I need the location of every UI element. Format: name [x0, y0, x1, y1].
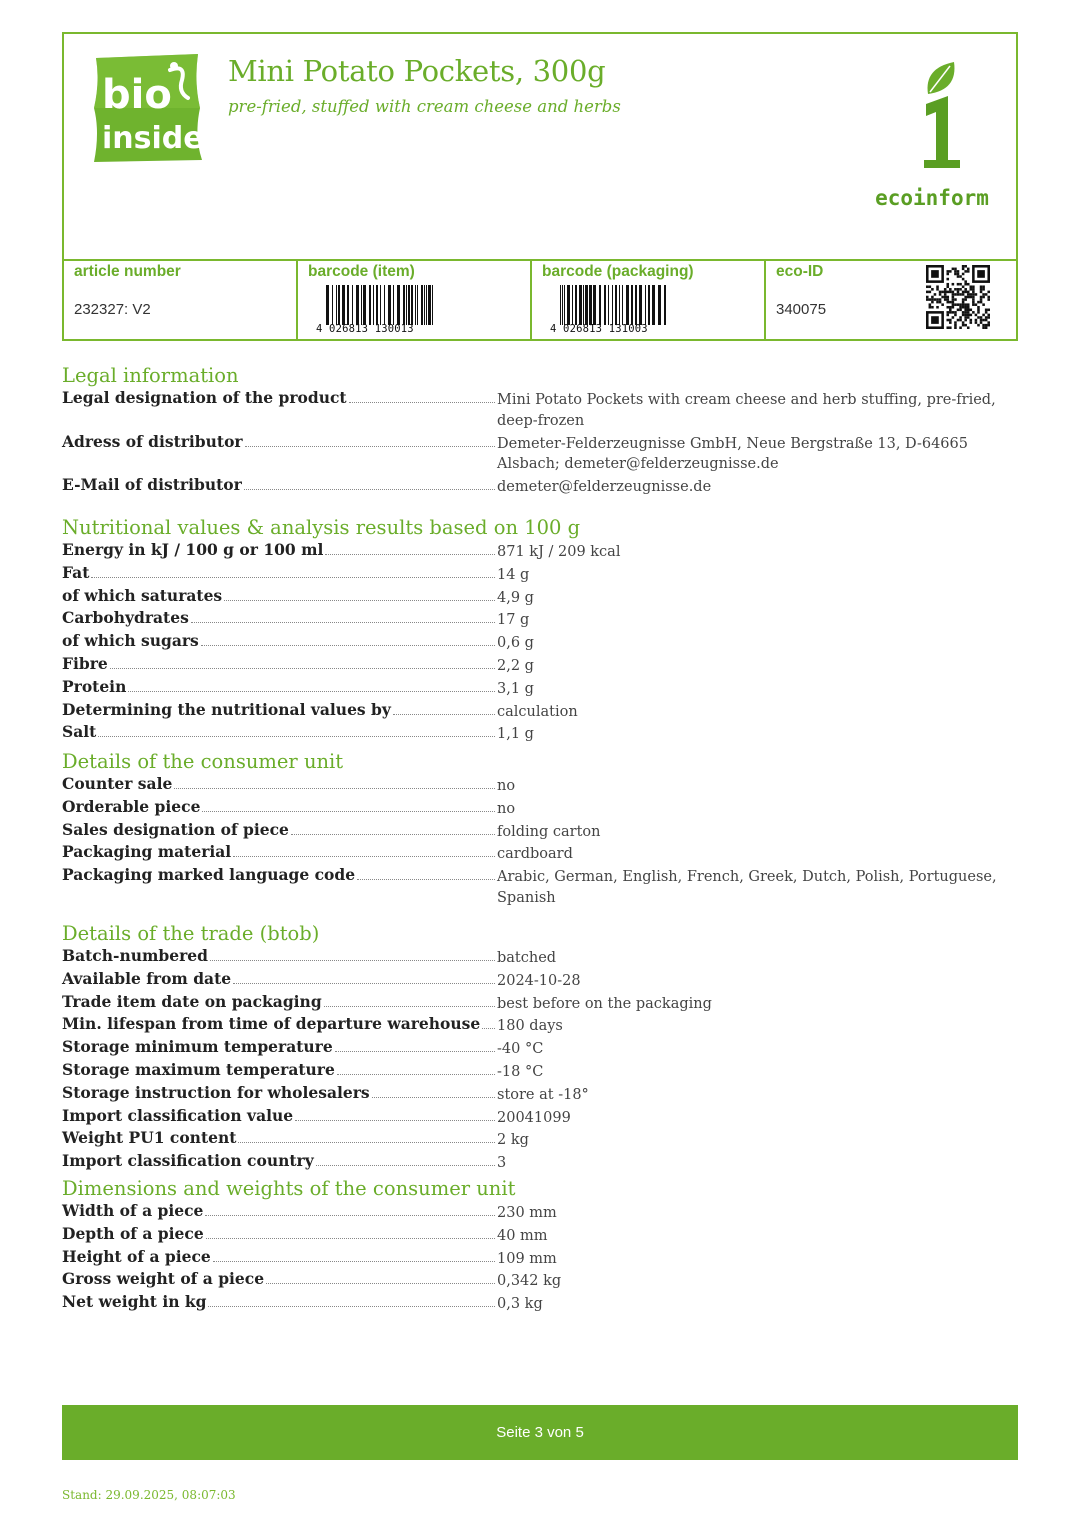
row-value: 2 kg [497, 1132, 529, 1149]
page-footer-bar: Seite 3 von 5 [62, 1405, 1018, 1460]
row-label-wrap [62, 1201, 497, 1222]
row-label: Storage instruction for wholesalers [62, 1082, 370, 1102]
dot-leader [205, 1202, 495, 1216]
row-label-wrap [62, 608, 497, 629]
dot-leader [349, 389, 495, 403]
row-value: 180 days [497, 1018, 563, 1035]
row-label: Salt [62, 722, 97, 742]
row-value: 0,342 kg [497, 1273, 562, 1290]
row-label: Trade item date on packaging [62, 991, 322, 1011]
row-label-wrap [62, 677, 497, 698]
data-row [62, 1060, 1018, 1083]
row-label: Packaging material [62, 842, 232, 862]
row-label: Width of a piece [62, 1201, 204, 1220]
section-title: Nutritional values & analysis results based on 100 g [62, 516, 581, 539]
row-label: Legal designation of the product [62, 388, 347, 407]
inside-word: inside [102, 121, 204, 156]
row-value: 17 g [497, 612, 530, 629]
row-label: Fibre [62, 653, 108, 673]
dot-leader [208, 1293, 495, 1307]
product-header-frame [62, 32, 1018, 341]
row-label-wrap [62, 1151, 497, 1172]
row-label-wrap [62, 1083, 497, 1104]
barcode-bar [433, 285, 434, 325]
data-row [62, 722, 1018, 745]
dot-leader [244, 476, 495, 490]
dot-leader [316, 1152, 495, 1166]
row-value: 230 mm [497, 1205, 557, 1221]
row-label-wrap [62, 842, 497, 863]
barcode-item-cell [298, 261, 532, 339]
row-label: of which sugars [62, 631, 199, 651]
data-row [62, 388, 1018, 432]
row-label-wrap [62, 1128, 497, 1149]
product-subtitle: pre-fried, stuffed with cream cheese and herbs [228, 97, 621, 116]
row-value: 2024-10-28 [497, 972, 581, 989]
data-row [62, 865, 1018, 909]
data-row [62, 586, 1018, 609]
row-label-wrap [62, 992, 497, 1013]
dot-leader [91, 564, 495, 578]
dot-leader [233, 970, 495, 984]
data-row [62, 1201, 1018, 1224]
row-label-wrap [62, 540, 497, 561]
dot-leader [128, 678, 495, 692]
dot-leader [213, 1248, 495, 1262]
row-value: 40 mm [497, 1227, 548, 1244]
data-row [62, 1083, 1018, 1106]
section-2 [62, 750, 1018, 909]
row-value: 2,2 g [497, 657, 534, 674]
row-label-wrap [62, 432, 497, 453]
eco-id-cell [766, 261, 1016, 339]
eco-id-label: eco-ID [776, 263, 824, 280]
row-label: Storage maximum temperature [62, 1059, 335, 1079]
row-label-wrap [62, 722, 497, 743]
data-row [62, 1224, 1018, 1247]
data-row [62, 1037, 1018, 1060]
row-value: 871 kJ / 209 kcal [497, 544, 621, 560]
section-1 [62, 516, 1018, 745]
barcode-packaging-label: barcode (packaging) [542, 263, 694, 280]
data-row [62, 992, 1018, 1015]
row-label-wrap [62, 1269, 497, 1290]
row-label-wrap [62, 969, 497, 990]
row-value: batched [497, 950, 557, 966]
row-label-wrap [62, 700, 497, 721]
ecoinform-text: ecoinform [875, 186, 989, 210]
row-label-wrap [62, 631, 497, 652]
dot-leader [210, 947, 495, 961]
row-value: folding carton [497, 823, 601, 840]
barcode-item-bars [326, 285, 434, 325]
data-row [62, 1292, 1018, 1315]
dot-leader [201, 632, 495, 646]
data-row [62, 608, 1018, 631]
section-3 [62, 922, 1018, 1174]
dot-leader [206, 1225, 495, 1239]
dot-leader [110, 655, 495, 669]
data-row [62, 774, 1018, 797]
dot-leader [295, 1107, 495, 1121]
section-title: Legal information [62, 364, 239, 387]
data-row [62, 677, 1018, 700]
row-label: Min. lifespan from time of departure warehouse [62, 1014, 481, 1034]
data-row [62, 842, 1018, 865]
barcode-packaging-bars [560, 285, 668, 325]
row-label: Carbohydrates [62, 608, 189, 628]
row-value: 1,1 g [497, 726, 534, 743]
row-value: calculation [497, 703, 578, 720]
dot-leader [233, 843, 495, 857]
row-label-wrap [62, 1037, 497, 1058]
row-value: best before on the packaging [497, 995, 712, 1012]
row-value: no [497, 800, 516, 817]
dot-leader [325, 541, 495, 555]
dot-leader [174, 775, 495, 789]
row-label: Energy in kJ / 100 g or 100 ml [62, 540, 324, 559]
row-label: Determining the nutritional values by [62, 699, 391, 719]
row-value: -18 °C [497, 1063, 544, 1080]
row-label: Gross weight of a piece [62, 1269, 265, 1289]
row-value: cardboard [497, 846, 573, 863]
data-row [62, 432, 1018, 476]
article-number-label: article number [74, 263, 181, 280]
row-label: Net weight in kg [62, 1292, 207, 1312]
product-title: Mini Potato Pockets, 300g [228, 54, 606, 88]
data-row [62, 1014, 1018, 1037]
row-label-wrap [62, 797, 497, 818]
row-label-wrap [62, 563, 497, 584]
row-label-wrap [62, 1247, 497, 1268]
row-value: -40 °C [497, 1041, 544, 1058]
dot-leader [372, 1084, 495, 1098]
dot-leader [324, 993, 495, 1007]
row-value: store at -18° [497, 1086, 589, 1103]
row-value: Arabic, German, English, French, Greek, Dutch, Polish, Portuguese, Spanish [497, 869, 997, 906]
row-value: 0,6 g [497, 635, 534, 652]
dot-leader [482, 1015, 495, 1029]
barcode-packaging-cell [532, 261, 766, 339]
barcode-packaging-digits: 4 026813 131003 [550, 323, 648, 335]
section-title: Dimensions and weights of the consumer unit [62, 1177, 516, 1200]
dot-leader [291, 821, 495, 835]
row-label-wrap [62, 586, 497, 607]
row-label-wrap [62, 946, 497, 967]
row-label: Counter sale [62, 774, 173, 793]
row-value: no [497, 778, 516, 794]
dot-leader [335, 1038, 495, 1052]
row-label: Import classification value [62, 1105, 294, 1125]
data-row [62, 631, 1018, 654]
row-label-wrap [62, 1060, 497, 1081]
article-number-value: 232327: V2 [74, 301, 151, 318]
row-value: 4,9 g [497, 589, 534, 606]
row-label-wrap [62, 774, 497, 795]
row-label-wrap [62, 654, 497, 675]
data-row [62, 1151, 1018, 1174]
row-label: Weight PU1 content [62, 1128, 237, 1148]
data-row [62, 1269, 1018, 1292]
dot-leader [245, 433, 495, 447]
dot-leader [98, 723, 495, 737]
article-number-cell [64, 261, 298, 339]
barcode-item-label: barcode (item) [308, 263, 415, 280]
row-label: Packaging marked language code [62, 865, 356, 885]
row-label-wrap [62, 820, 497, 841]
ecoinform-logo [866, 60, 998, 210]
section-0 [62, 364, 1018, 498]
row-label: Storage minimum temperature [62, 1037, 333, 1057]
data-row [62, 1247, 1018, 1270]
barcode-item-digits: 4 026813 130013 [316, 323, 414, 335]
section-title: Details of the trade (btob) [62, 922, 320, 945]
row-label: Orderable piece [62, 796, 201, 816]
row-value: demeter@felderzeugnisse.de [497, 479, 712, 496]
data-row [62, 654, 1018, 677]
row-label: Adress of distributor [62, 431, 243, 451]
bio-inside-logo [90, 52, 206, 164]
row-value: 20041099 [497, 1109, 571, 1126]
qr-code-icon[interactable] [926, 265, 990, 329]
data-row [62, 700, 1018, 723]
row-label: E-Mail of distributor [62, 475, 242, 495]
barcode-bar [666, 285, 668, 325]
row-value: 3 [497, 1155, 507, 1172]
dot-leader [393, 701, 495, 715]
data-row [62, 946, 1018, 969]
ecoinform-leaf-one-icon [866, 60, 998, 180]
timestamp: Stand: 29.09.2025, 08:07:03 [62, 1488, 236, 1502]
row-label: of which saturates [62, 585, 223, 605]
row-label-wrap [62, 475, 497, 496]
dot-leader [266, 1270, 495, 1284]
section-title: Details of the consumer unit [62, 750, 344, 773]
row-label-wrap [62, 1014, 497, 1035]
barcode-item [316, 285, 436, 335]
barcode-packaging [550, 285, 670, 335]
data-row [62, 540, 1018, 563]
row-label: Fat [62, 562, 90, 582]
row-label: Import classification country [62, 1151, 314, 1171]
row-label-wrap [62, 1224, 497, 1245]
dot-leader [224, 587, 495, 601]
data-row [62, 820, 1018, 843]
data-row [62, 563, 1018, 586]
row-value: 0,3 kg [497, 1296, 543, 1313]
data-row [62, 969, 1018, 992]
dot-leader [357, 866, 495, 880]
dot-leader [337, 1061, 495, 1075]
dot-leader [202, 798, 495, 812]
row-label: Protein [62, 676, 127, 696]
row-value: Mini Potato Pockets with cream cheese and herb stuffing, pre-fried, deep-frozen [497, 392, 996, 429]
section-4 [62, 1177, 1018, 1315]
row-label: Available from date [62, 968, 232, 988]
row-label: Height of a piece [62, 1246, 211, 1266]
row-label: Sales designation of piece [62, 819, 289, 839]
row-label-wrap [62, 1292, 497, 1313]
row-label: Batch-numbered [62, 946, 208, 965]
data-row [62, 1128, 1018, 1151]
bio-word: bio [102, 72, 172, 118]
data-row [62, 1106, 1018, 1129]
data-row [62, 797, 1018, 820]
identifier-table [64, 261, 1016, 339]
eco-id-value: 340075 [776, 301, 827, 318]
dot-leader [191, 609, 495, 623]
row-label-wrap [62, 865, 497, 886]
row-label: Depth of a piece [62, 1223, 204, 1243]
row-label-wrap [62, 1106, 497, 1127]
row-value: 14 g [497, 566, 530, 583]
data-row [62, 475, 1018, 498]
row-label-wrap [62, 388, 497, 409]
dot-leader [238, 1129, 495, 1143]
row-value: 3,1 g [497, 680, 534, 697]
row-value: 109 mm [497, 1250, 557, 1267]
row-value: Demeter-Felderzeugnisse GmbH, Neue Bergstraße 13, D-64665 Alsbach; demeter@felderzeugnisse.de [497, 435, 968, 473]
